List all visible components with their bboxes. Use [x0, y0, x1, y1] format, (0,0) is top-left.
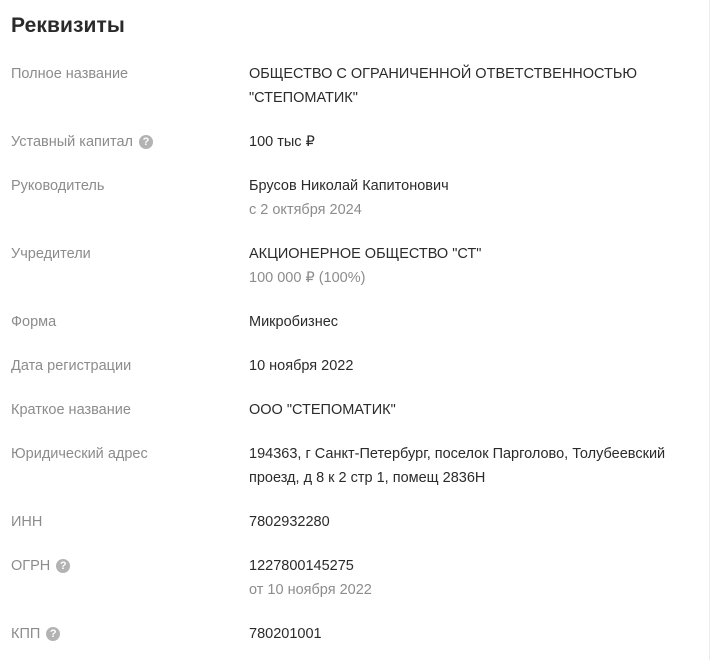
label-text: ОГРН: [11, 558, 51, 574]
value-text: Брусов Николай Капитонович: [249, 178, 449, 194]
row-value: [249, 130, 699, 154]
row-value: [249, 442, 689, 490]
help-icon[interactable]: ?: [139, 135, 153, 149]
label-text: Дата регистрации: [11, 358, 132, 374]
label-text: Полное название: [11, 66, 129, 82]
value-text: АКЦИОНЕРНОЕ ОБЩЕСТВО "СТ": [249, 246, 482, 262]
value-text: 7802932280: [249, 514, 330, 530]
help-icon[interactable]: ?: [56, 559, 70, 573]
label-text: Учредители: [11, 246, 91, 262]
value-subtext: 100 000 ₽ (100%): [249, 270, 366, 286]
label-text: Краткое название: [11, 402, 131, 418]
value-text: 100 тыс ₽: [249, 134, 315, 150]
row-label: [11, 174, 104, 198]
row-value: [249, 398, 699, 422]
row-label: [11, 310, 56, 334]
row-label: [11, 354, 131, 378]
row-label: [11, 622, 60, 646]
row-label: [11, 398, 131, 422]
row-value: [249, 354, 699, 378]
value-text: 10 ноября 2022: [249, 358, 354, 374]
row-label: [11, 510, 42, 534]
label-text: КПП: [11, 626, 41, 642]
label-text: ИНН: [11, 514, 43, 530]
row-label: [11, 62, 128, 86]
value-subtext: от 10 ноября 2022: [249, 582, 372, 598]
value-text: 1227800145275: [249, 558, 354, 574]
value-subtext: с 2 октября 2024: [249, 202, 362, 218]
row-label: [11, 442, 148, 466]
value-text: Микробизнес: [249, 314, 339, 330]
row-label: [11, 130, 153, 154]
row-value: [249, 242, 699, 290]
value-text: ООО "СТЕПОМАТИК": [249, 402, 396, 418]
row-value: [249, 310, 699, 334]
label-text: Руководитель: [11, 178, 105, 194]
row-label: [11, 554, 70, 578]
value-text: ОБЩЕСТВО С ОГРАНИЧЕННОЙ ОТВЕТСТВЕННОСТЬЮ "СТЕПОМАТИК": [249, 66, 638, 106]
row-value: [249, 622, 699, 646]
value-text: 194363, г Санкт-Петербург, поселок Парголово, Толубеевский проезд, д 8 к 2 стр 1, помещ 2836Н: [249, 446, 666, 486]
row-value: [249, 554, 699, 602]
row-label: [11, 242, 91, 266]
label-text: Форма: [11, 314, 57, 330]
section-title: Реквизиты: [11, 14, 125, 37]
row-value: [249, 510, 699, 534]
row-value: [249, 62, 699, 110]
value-text: 780201001: [249, 626, 322, 642]
label-text: Юридический адрес: [11, 446, 148, 462]
label-text: Уставный капитал: [11, 134, 133, 150]
help-icon[interactable]: ?: [46, 627, 60, 641]
row-value: [249, 174, 699, 222]
